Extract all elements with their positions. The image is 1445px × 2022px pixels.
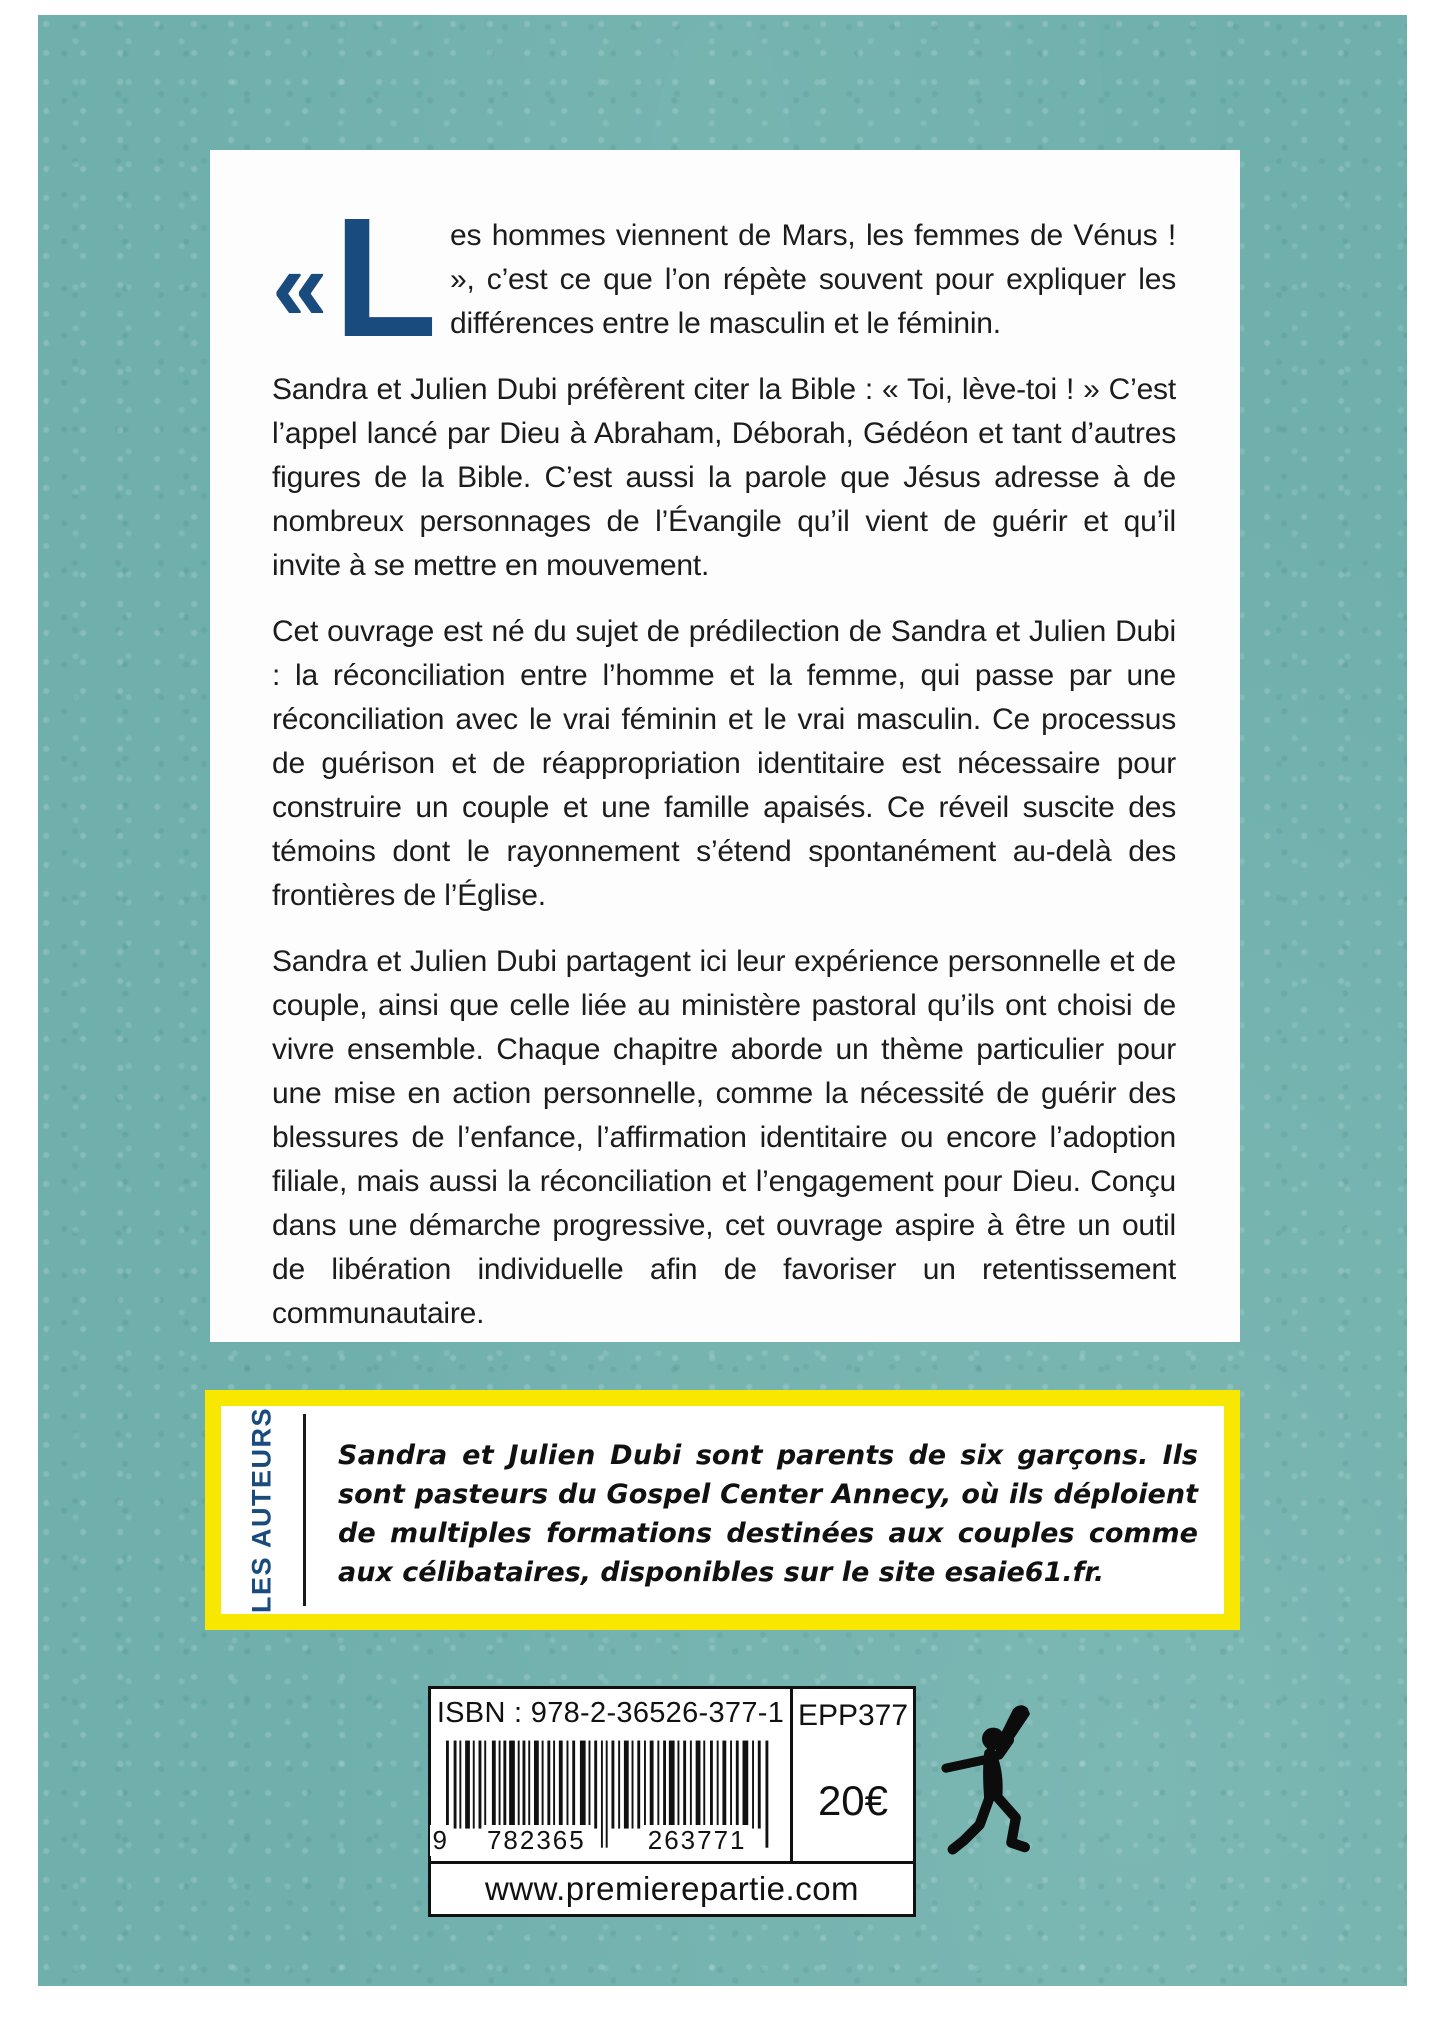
blurb-card: [210, 150, 1240, 1342]
dropcap-block: [272, 183, 450, 373]
publisher-website: www.premierepartie.com: [484, 1870, 860, 1907]
website-row: [431, 1861, 913, 1914]
barcode-digit-lead: 9: [430, 1825, 452, 1856]
isbn-number: ISBN : 978-2-36526-377-1: [436, 1697, 785, 1729]
price-cell: [793, 1689, 913, 1861]
blurb-paragraph-1-text: es hommes viennent de Mars, les femmes de Vénus ! », c’est ce que l’on répète souvent pour expliquer les différences entre le masculin et le féminin.: [450, 219, 1176, 340]
authors-box: [205, 1390, 1240, 1630]
opening-guillemet: «: [272, 230, 328, 342]
authors-inner-panel: [221, 1406, 1224, 1614]
authors-bio-rest: sont parents de six garçons. Ils sont pasteurs du Gospel Center Annecy, où ils déploient de multiples formations destinées aux couples comme aux célibataires, disponibles sur le site esaie61.fr.: [338, 1440, 1198, 1588]
isbn-box: [428, 1686, 916, 1917]
isbn-cell: [431, 1689, 793, 1861]
blurb-paragraph-3: Cet ouvrage est né du sujet de prédilection de Sandra et Julien Dubi : la réconciliation entre l’homme et la femme, qui passe par une réconciliation avec le vrai féminin et le vrai masculin. Ce processus de guérison et de réappropriation identitaire est nécessaire pour construire un couple et une famille apaisés. Ce réveil suscite des témoins dont le rayonnement s’étend spontanément au-delà des frontières de l’Église.: [272, 615, 1176, 912]
barcode-bars: [446, 1738, 776, 1856]
authors-names: Sandra et Julien Dubi: [338, 1440, 682, 1471]
authors-vertical-label: LES AUTEURS: [246, 1407, 277, 1614]
isbn-top-row: [431, 1689, 913, 1861]
barcode-group-2: 263771: [643, 1825, 752, 1856]
barcode-group-1: 782365: [482, 1825, 591, 1856]
publisher-logo-icon: [933, 1705, 1049, 1863]
blurb-paragraph-4: Sandra et Julien Dubi partagent ici leur expérience personnelle et de couple, ainsi que celle liée au ministère pastoral qu’ils ont choisi de vivre ensemble. Chaque chapitre aborde un thème particulier pour une mise en action personnelle, comme la nécessité de guérir des blessures de l’enfance, l’affirmation identitaire ou encore l’adoption filiale, mais aussi la réconciliation et l’engagement pour Dieu. Conçu dans une démarche progressive, cet ouvrage aspire à être un outil de libération individuelle afin de favoriser un retentissement communautaire.: [272, 945, 1176, 1330]
price-tag: 20€: [817, 1777, 889, 1824]
dropcap-letter: L: [333, 183, 434, 373]
publisher-ref-code: EPP377: [797, 1699, 909, 1732]
authors-bio-text: [306, 1406, 1224, 1614]
barcode: [432, 1738, 776, 1856]
blurb-paragraph-1: [272, 183, 1176, 373]
blurb-paragraph-2: Sandra et Julien Dubi préfèrent citer la Bible : « Toi, lève-toi ! » C’est l’appel lancé par Dieu à Abraham, Déborah, Gédéon et tant d’autres figures de la Bible. C’est aussi la parole que Jésus adresse à de nombreux personnages de l’Évangile qu’il vient de guérir et qu’il invite à se mettre en mouvement.: [272, 373, 1176, 582]
